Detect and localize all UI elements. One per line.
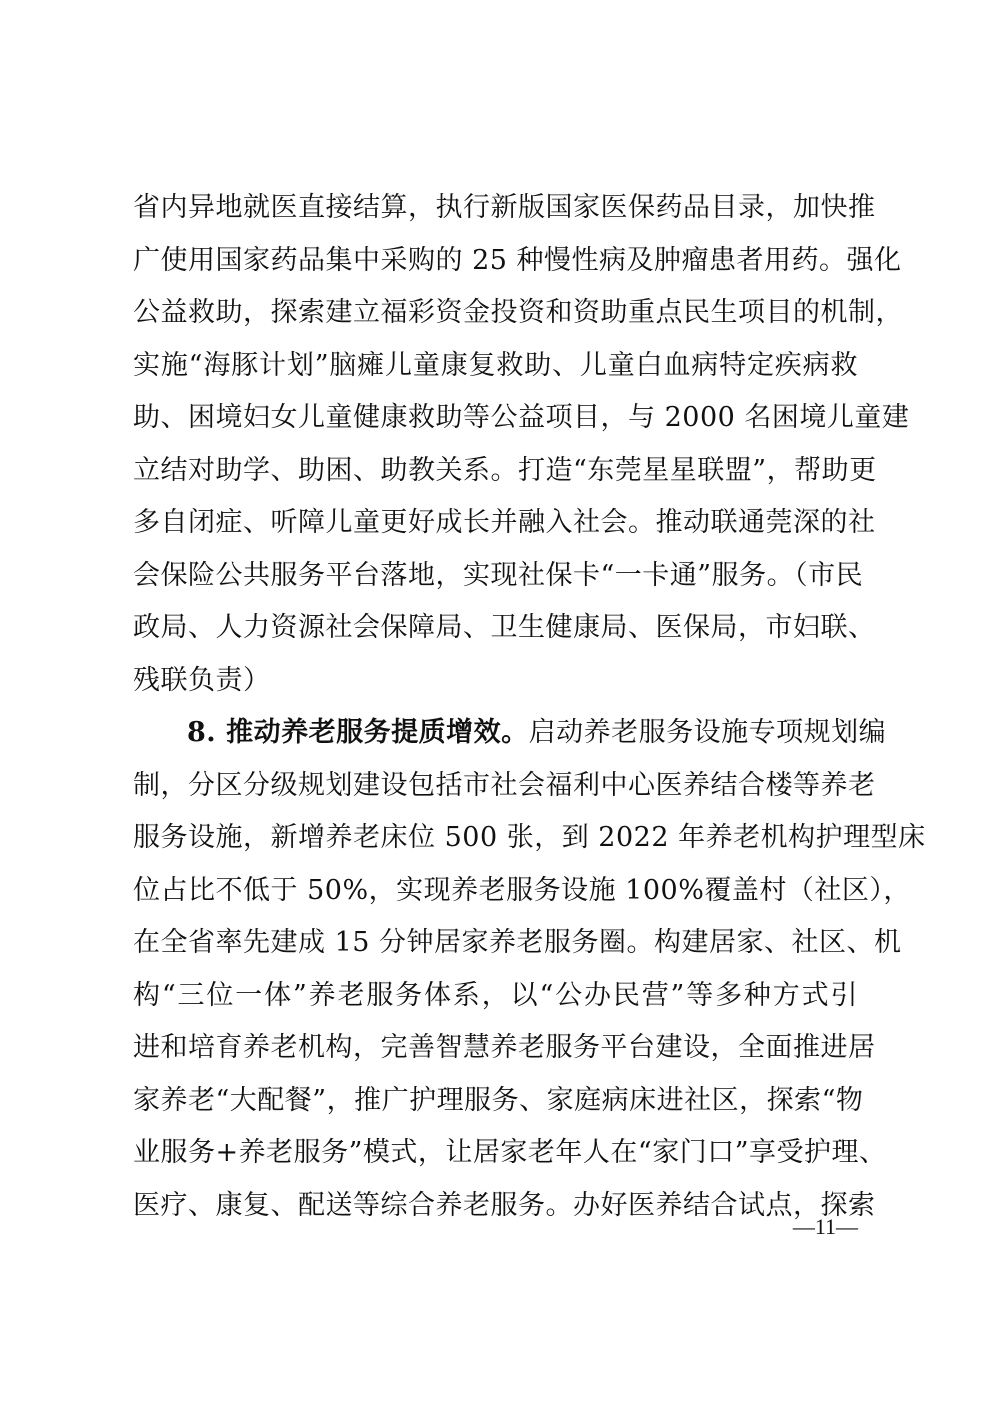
text-line: 公益救助，探索建立福彩资金投资和资助重点民生项目的机制， bbox=[133, 297, 903, 328]
text-line: 家养老“大配餐”，推广护理服务、家庭病床进社区，探索“物 bbox=[133, 1084, 864, 1116]
text-line: 实施“海豚计划”脑瘫儿童康复救助、儿童白血病特定疾病救 bbox=[133, 349, 858, 381]
text-line: 位占比不低于 50%，实现养老服务设施 100%覆盖村（社区）， bbox=[133, 874, 911, 906]
page-number: —11— bbox=[792, 1214, 858, 1239]
text-line: 在全省率先建成 15 分钟居家养老服务圈。构建居家、社区、机 bbox=[133, 927, 902, 958]
text-line: 残联负责） bbox=[133, 664, 271, 696]
section-heading: 8. 推动养老服务提质增效。 bbox=[187, 717, 529, 748]
text-line: 多自闭症、听障儿童更好成长并融入社会。推动联通莞深的社 bbox=[133, 507, 876, 538]
text-line: 政局、人力资源社会保障局、卫生健康局、医保局，市妇联、 bbox=[133, 612, 876, 643]
text-line: 业服务+养老服务”模式，让居家老年人在“家门口”享受护理、 bbox=[133, 1137, 887, 1168]
text-line: 服务设施，新增养老床位 500 张，到 2022 年养老机构护理型床 bbox=[133, 822, 926, 853]
paragraph-2-first-line-text: 启动养老服务设施专项规划编 bbox=[528, 717, 887, 748]
text-line: 构“三位一体”养老服务体系，以“公办民营”等多种方式引 bbox=[133, 979, 858, 1011]
paragraph-1 bbox=[133, 182, 910, 707]
text-line: 会保险公共服务平台落地，实现社保卡“一卡通”服务。（市民 bbox=[133, 559, 864, 591]
text-line: 省内异地就医直接结算，执行新版国家医保药品目录，加快推 bbox=[133, 192, 876, 223]
document-body bbox=[133, 182, 926, 1232]
text-line: 广使用国家药品集中采购的 25 种慢性病及肿瘤患者用药。强化 bbox=[133, 244, 902, 276]
text-line: 制，分区分级规划建设包括市社会福利中心医养结合楼等养老 bbox=[133, 769, 876, 801]
text-line: 助、困境妇女儿童健康救助等公益项目，与 2000 名困境儿童建 bbox=[133, 402, 910, 433]
paragraph-2-first-line bbox=[133, 707, 887, 760]
paragraph-2 bbox=[133, 707, 926, 1232]
text-line: 进和培育养老机构，完善智慧养老服务平台建设，全面推进居 bbox=[133, 1032, 876, 1063]
text-line: 医疗、康复、配送等综合养老服务。办好医养结合试点，探索 bbox=[133, 1189, 876, 1221]
text-line: 立结对助学、助困、助教关系。打造“东莞星星联盟”，帮助更 bbox=[133, 454, 877, 486]
